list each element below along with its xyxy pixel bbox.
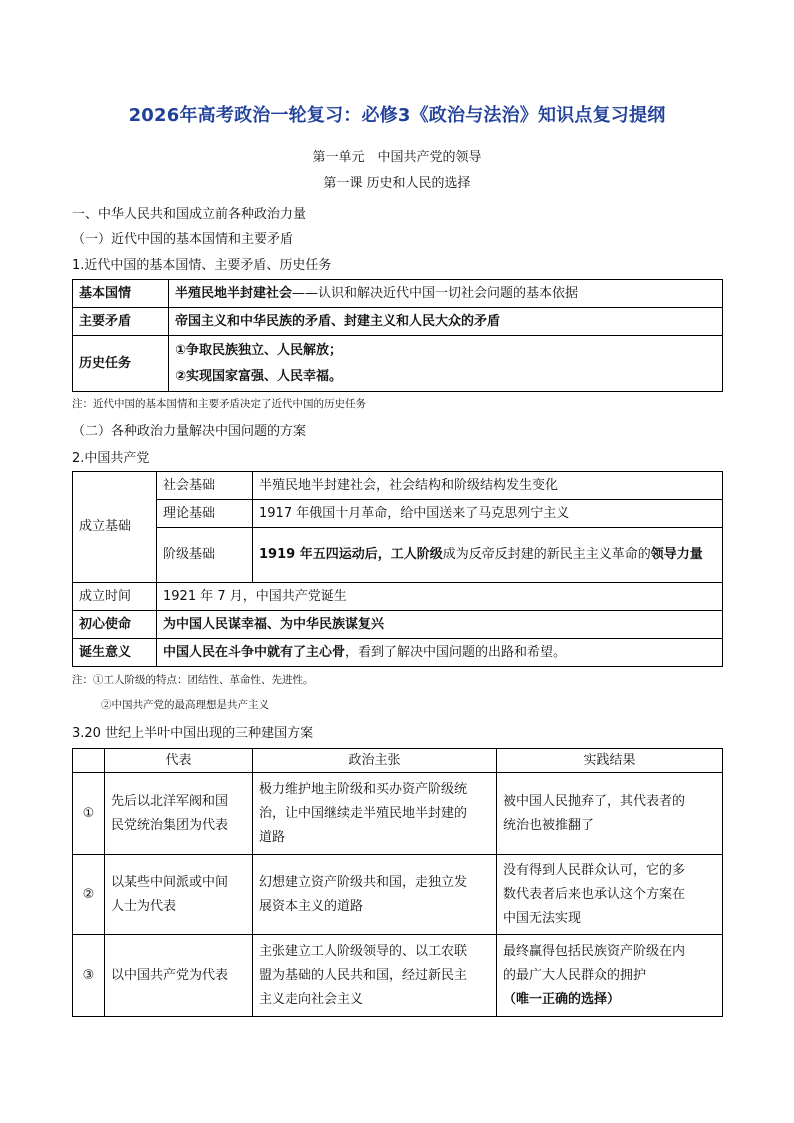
table-cell-value: 中国人民在斗争中就有了主心骨，看到了解决中国问题的出路和希望。 (157, 639, 723, 667)
table-row (73, 935, 723, 1017)
basic-conditions-table (72, 279, 723, 392)
table-row (73, 583, 723, 611)
practice-result-cell: 最终赢得包括民族资产阶级在内 的最广大人民群众的拥护 （唯一正确的选择） (497, 935, 723, 1017)
item-heading-2: 2.中国共产党 (72, 451, 150, 466)
table-header-row (73, 749, 723, 773)
table-cell-label: 历史任务 (73, 336, 169, 392)
practice-result-cell: 被中国人民抛弃了，其代表者的 统治也被推翻了 (497, 773, 723, 855)
table-cell-value: 为中国人民谋幸福、为中华民族谋复兴 (157, 611, 723, 639)
table-row (73, 773, 723, 855)
table-row (73, 280, 723, 308)
row-number: ② (73, 855, 105, 935)
practice-result-cell: 没有得到人民群众认可，它的多 数代表者后来也承认这个方案在 中国无法实现 (497, 855, 723, 935)
table-row (73, 639, 723, 667)
table-cell-value: 半殖民地半封建社会，社会结构和阶级结构发生变化 (253, 472, 723, 500)
representative-cell: 以某些中间派或中间 人士为代表 (105, 855, 253, 935)
table-header-cell: 实践结果 (497, 749, 723, 773)
table-cell-value: 半殖民地半封建社会——认识和解决近代中国一切社会问题的基本依据 (169, 280, 723, 308)
unit-heading: 第一单元 中国共产党的领导 (312, 150, 482, 165)
table-cell-label: 基本国情 (73, 280, 169, 308)
item-heading-3: 3.20 世纪上半叶中国出现的三种建国方案 (72, 726, 314, 741)
table-cell-group: 成立基础 (73, 472, 157, 583)
representative-cell: 以中国共产党为代表 (105, 935, 253, 1017)
political-claim-cell: 极力维护地主阶级和买办资产阶级统 治，让中国继续走半殖民地半封建的 道路 (253, 773, 497, 855)
note-text: 注：近代中国的基本国情和主要矛盾决定了近代中国的历史任务 (72, 398, 366, 410)
table-row (73, 528, 723, 583)
cpc-founding-table (72, 471, 723, 667)
note-text: ②中国共产党的最高理想是共产主义 (101, 699, 269, 711)
table-header-cell: 政治主张 (253, 749, 497, 773)
subsection-heading-1a: （一）近代中国的基本国情和主要矛盾 (72, 232, 294, 247)
document-title: 2026年高考政治一轮复习：必修3《政治与法治》知识点复习提纲 (128, 105, 666, 126)
table-cell-label: 阶级基础 (157, 528, 253, 583)
table-header-cell: 代表 (105, 749, 253, 773)
table-cell-value: 1921 年 7 月，中国共产党诞生 (157, 583, 723, 611)
nation-plans-table (72, 748, 723, 1017)
political-claim-cell: 幻想建立资产阶级共和国，走独立发 展资本主义的道路 (253, 855, 497, 935)
section-heading-1: 一、中华人民共和国成立前各种政治力量 (72, 207, 307, 222)
note-text: 注：①工人阶级的特点：团结性、革命性、先进性。 (72, 674, 314, 686)
table-cell-value: 1919 年五四运动后，工人阶级成为反帝反封建的新民主主义革命的领导力量 (253, 528, 723, 583)
table-cell-label: 初心使命 (73, 611, 157, 639)
row-number: ③ (73, 935, 105, 1017)
table-cell-label: 诞生意义 (73, 639, 157, 667)
table-header-cell (73, 749, 105, 773)
table-row (73, 472, 723, 500)
table-cell-label: 主要矛盾 (73, 308, 169, 336)
table-row (73, 611, 723, 639)
table-cell-value: 1917 年俄国十月革命，给中国送来了马克思列宁主义 (253, 500, 723, 528)
representative-cell: 先后以北洋军阀和国 民党统治集团为代表 (105, 773, 253, 855)
table-row (73, 336, 723, 392)
table-cell-value: ①争取民族独立、人民解放； ②实现国家富强、人民幸福。 (169, 336, 723, 392)
table-cell-label: 理论基础 (157, 500, 253, 528)
table-row (73, 308, 723, 336)
table-cell-label: 社会基础 (157, 472, 253, 500)
table-row (73, 500, 723, 528)
subsection-heading-1b: （二）各种政治力量解决中国问题的方案 (72, 424, 307, 439)
lesson-heading: 第一课 历史和人民的选择 (323, 176, 471, 191)
political-claim-cell: 主张建立工人阶级领导的、以工农联 盟为基础的人民共和国，经过新民主 主义走向社会主义 (253, 935, 497, 1017)
table-cell-label: 成立时间 (73, 583, 157, 611)
table-row (73, 855, 723, 935)
row-number: ① (73, 773, 105, 855)
table-cell-value: 帝国主义和中华民族的矛盾、封建主义和人民大众的矛盾 (169, 308, 723, 336)
item-heading-1: 1.近代中国的基本国情、主要矛盾、历史任务 (72, 258, 332, 273)
